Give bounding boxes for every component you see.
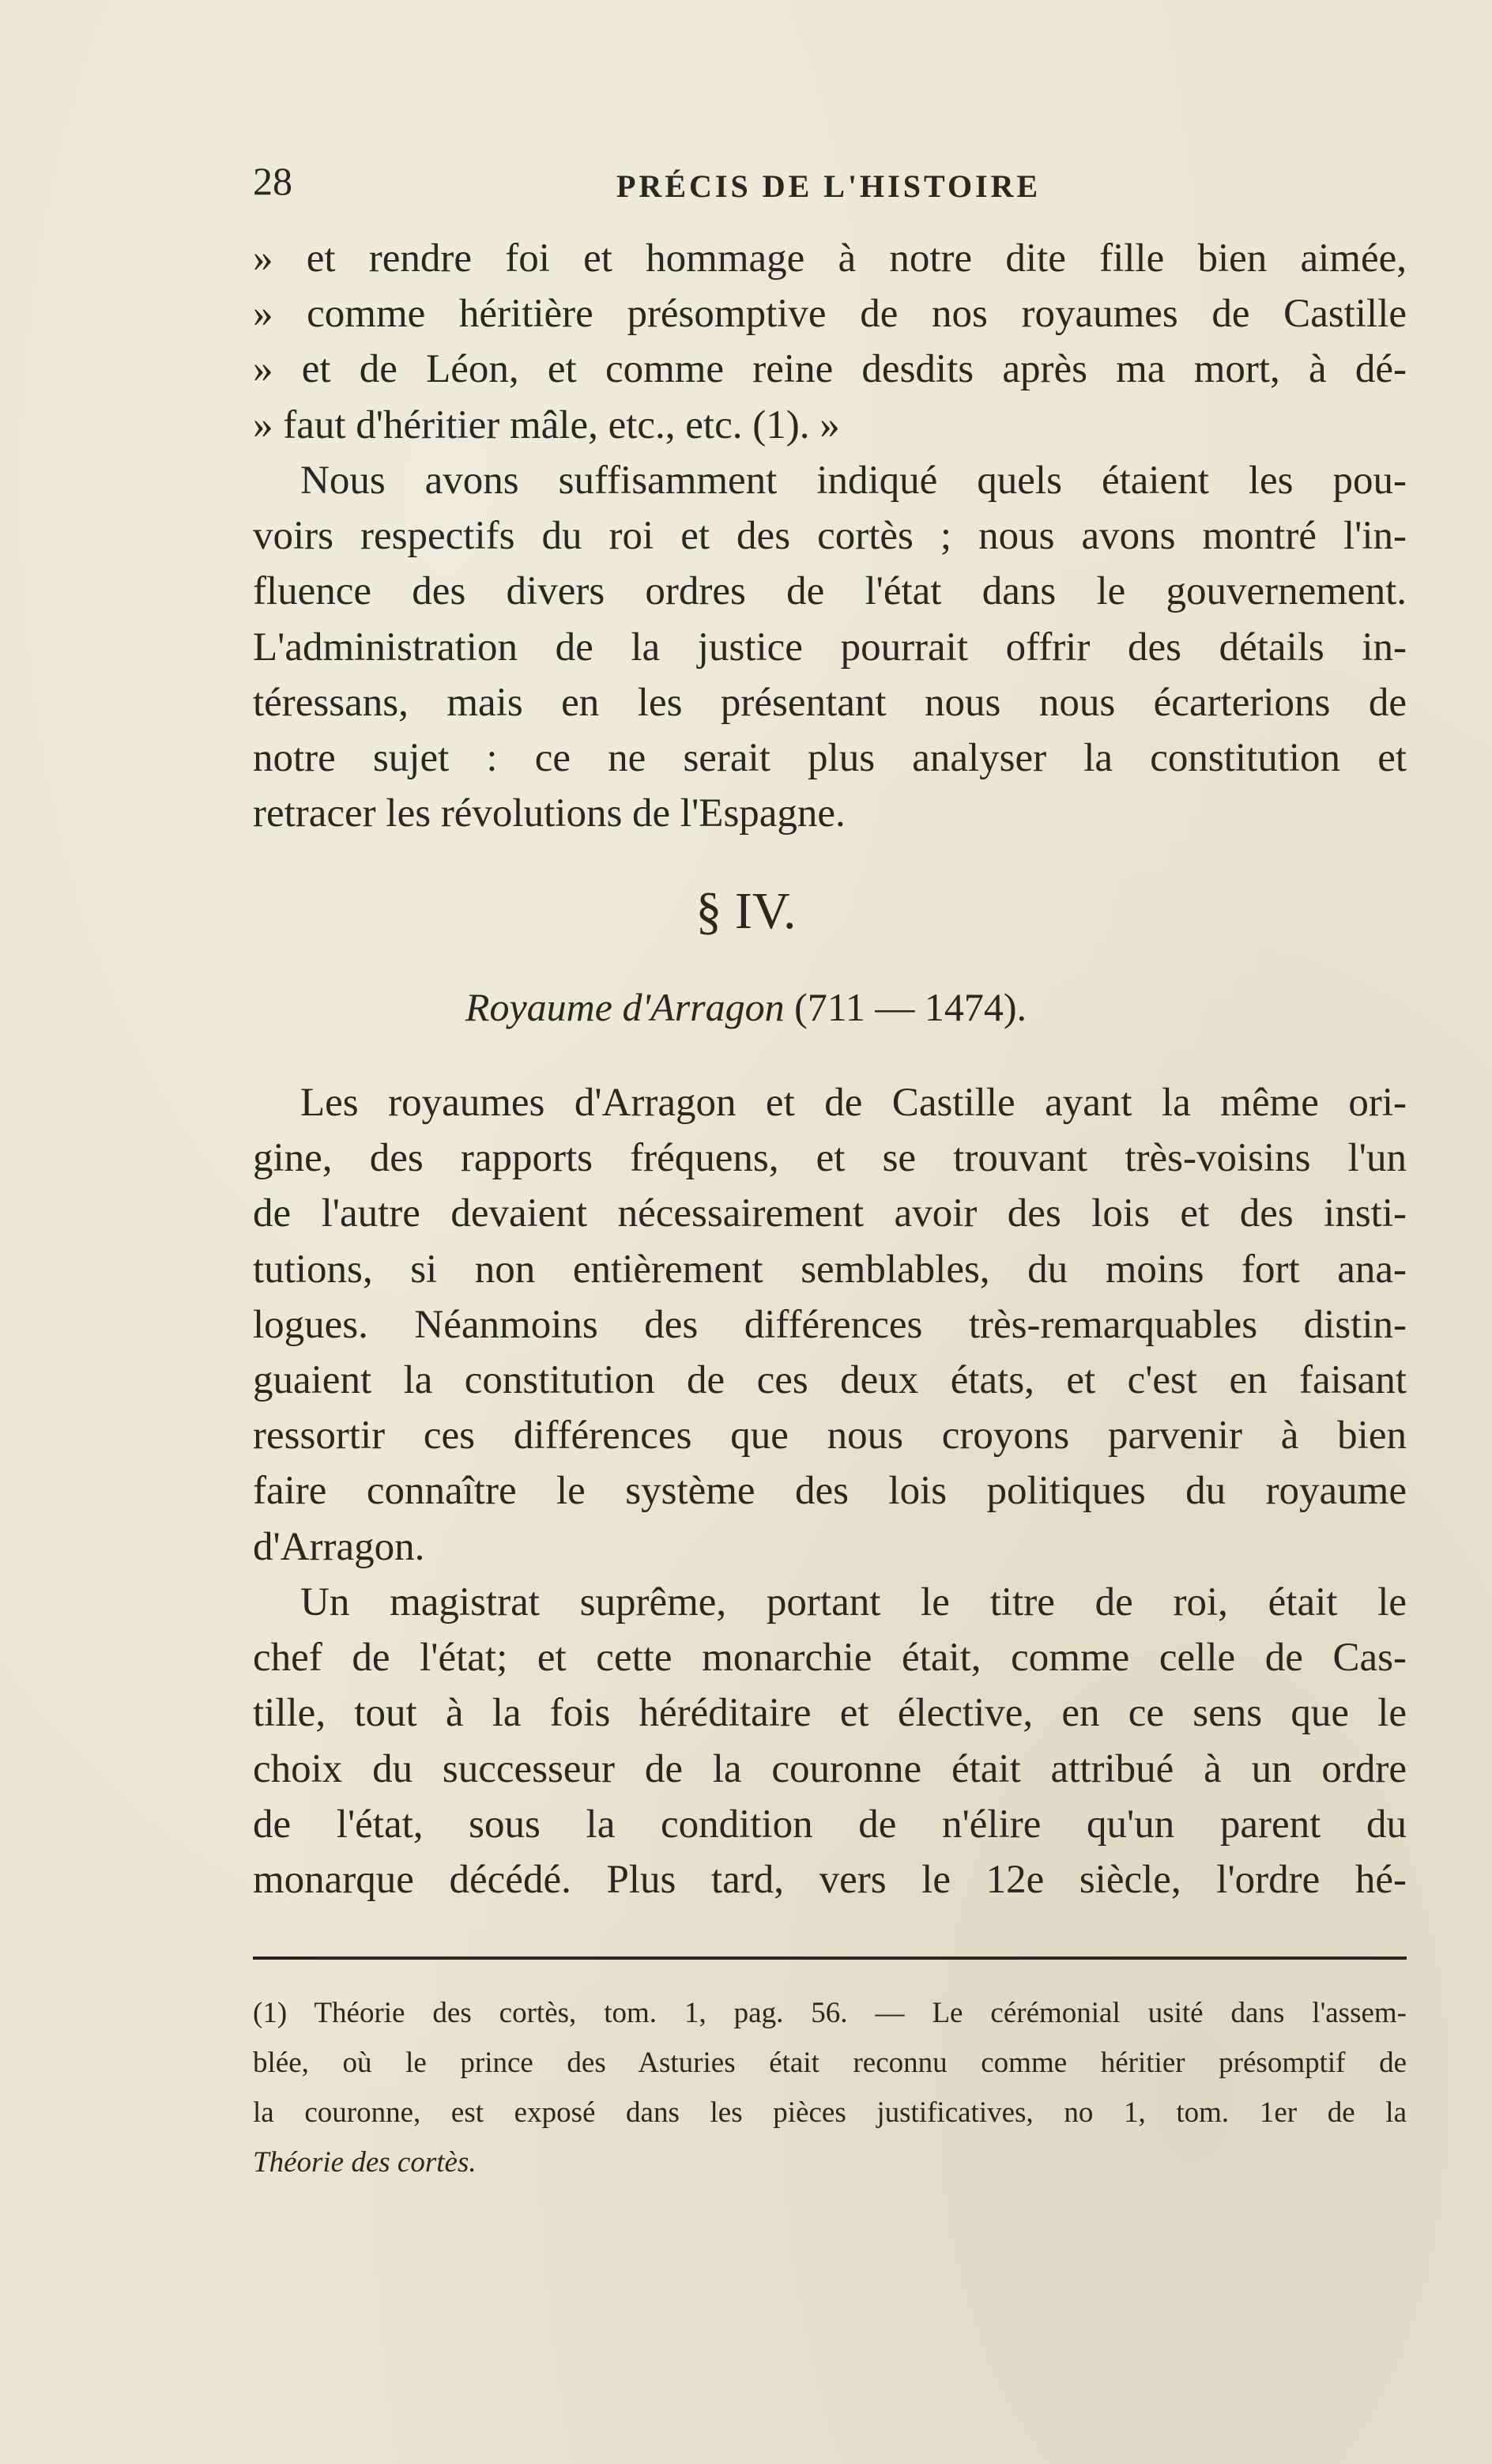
quote-line: » et de Léon, et comme reine desdits après ma mort, à dé- <box>253 347 1407 392</box>
footnote-divider <box>253 1956 1407 1960</box>
paragraph-line: voirs respectifs du roi et des cortès ; nous avons montré l'in- <box>253 514 1407 559</box>
paragraph-line: téressans, mais en les présentant nous nous écarterions de <box>253 680 1407 725</box>
paragraph-2 <box>253 1075 1407 1575</box>
paragraph-3 <box>253 1575 1407 1907</box>
paragraph-line: retracer les révolutions de l'Espagne. <box>253 791 846 836</box>
paragraph-line: de l'état, sous la condition de n'élire qu'un parent du <box>253 1802 1407 1847</box>
footnote-line: Théorie des cortès. <box>253 2146 477 2179</box>
paragraph-line: Nous avons suffisamment indiqué quels étaient les pou- <box>300 458 1407 503</box>
paragraph-1 <box>253 453 1407 841</box>
footnote <box>253 1988 1407 2187</box>
paragraph-line: Les royaumes d'Arragon et de Castille ayant la même ori- <box>300 1081 1407 1125</box>
paragraph-line: d'Arragon. <box>253 1524 425 1569</box>
running-title: PRÉCIS DE L'HISTOIRE <box>616 168 1042 204</box>
page-number: 28 <box>253 159 292 203</box>
section-number: § IV. <box>695 882 797 940</box>
paragraph-line: gine, des rapports fréquens, et se trouvant très-voisins l'un <box>253 1136 1407 1181</box>
paragraph-line: notre sujet : ce ne serait plus analyser la constitution et <box>253 736 1407 781</box>
paragraph-line: faire connaître le système des lois politiques du royaume <box>253 1469 1407 1514</box>
footnote-line: (1) Théorie des cortès, tom. 1, pag. 56. — Le cérémonial usité dans l'assem- <box>253 1997 1407 2029</box>
section-title-dates: (711 — 1474). <box>794 985 1027 1029</box>
section-title <box>0 984 1492 1030</box>
quote-line: » et rendre foi et hommage à notre dite fille bien aimée, <box>253 236 1407 281</box>
footnote-line: la couronne, est exposé dans les pièces justificatives, no 1, tom. 1er de la <box>253 2096 1407 2129</box>
paragraph-line: de l'autre devaient nécessairement avoir des lois et des insti- <box>253 1191 1407 1236</box>
paragraph-line: guaient la constitution de ces deux états, et c'est en faisant <box>253 1358 1407 1403</box>
quote-line: » comme héritière présomptive de nos royaumes de Castille <box>253 292 1407 337</box>
quote-block <box>253 231 1407 453</box>
quote-line: » faut d'héritier mâle, etc., etc. (1). » <box>253 402 840 447</box>
paragraph-line: logues. Néanmoins des différences très-remarquables distin- <box>253 1302 1407 1347</box>
section-title-name: Royaume d'Arragon <box>465 985 785 1029</box>
paragraph-line: Un magistrat suprême, portant le titre de roi, était le <box>300 1580 1407 1624</box>
paragraph-line: L'administration de la justice pourrait offrir des détails in- <box>253 624 1407 670</box>
paragraph-line: monarque décédé. Plus tard, vers le 12e siècle, l'ordre hé- <box>253 1858 1407 1903</box>
paragraph-line: ressortir ces différences que nous croyons parvenir à bien <box>253 1413 1407 1458</box>
paragraph-line: choix du successeur de la couronne était attribué à un ordre <box>253 1746 1407 1791</box>
paragraph-line: tille, tout à la fois héréditaire et élective, en ce sens que le <box>253 1691 1407 1736</box>
footnote-line: blée, où le prince des Asturies était reconnu comme héritier présomptif de <box>253 2047 1407 2079</box>
paragraph-line: fluence des divers ordres de l'état dans le gouvernement. <box>253 569 1407 614</box>
paragraph-line: chef de l'état; et cette monarchie était, comme celle de Cas- <box>253 1636 1407 1681</box>
paragraph-line: tutions, si non entièrement semblables, du moins fort ana- <box>253 1247 1407 1292</box>
page-header <box>253 158 1407 213</box>
